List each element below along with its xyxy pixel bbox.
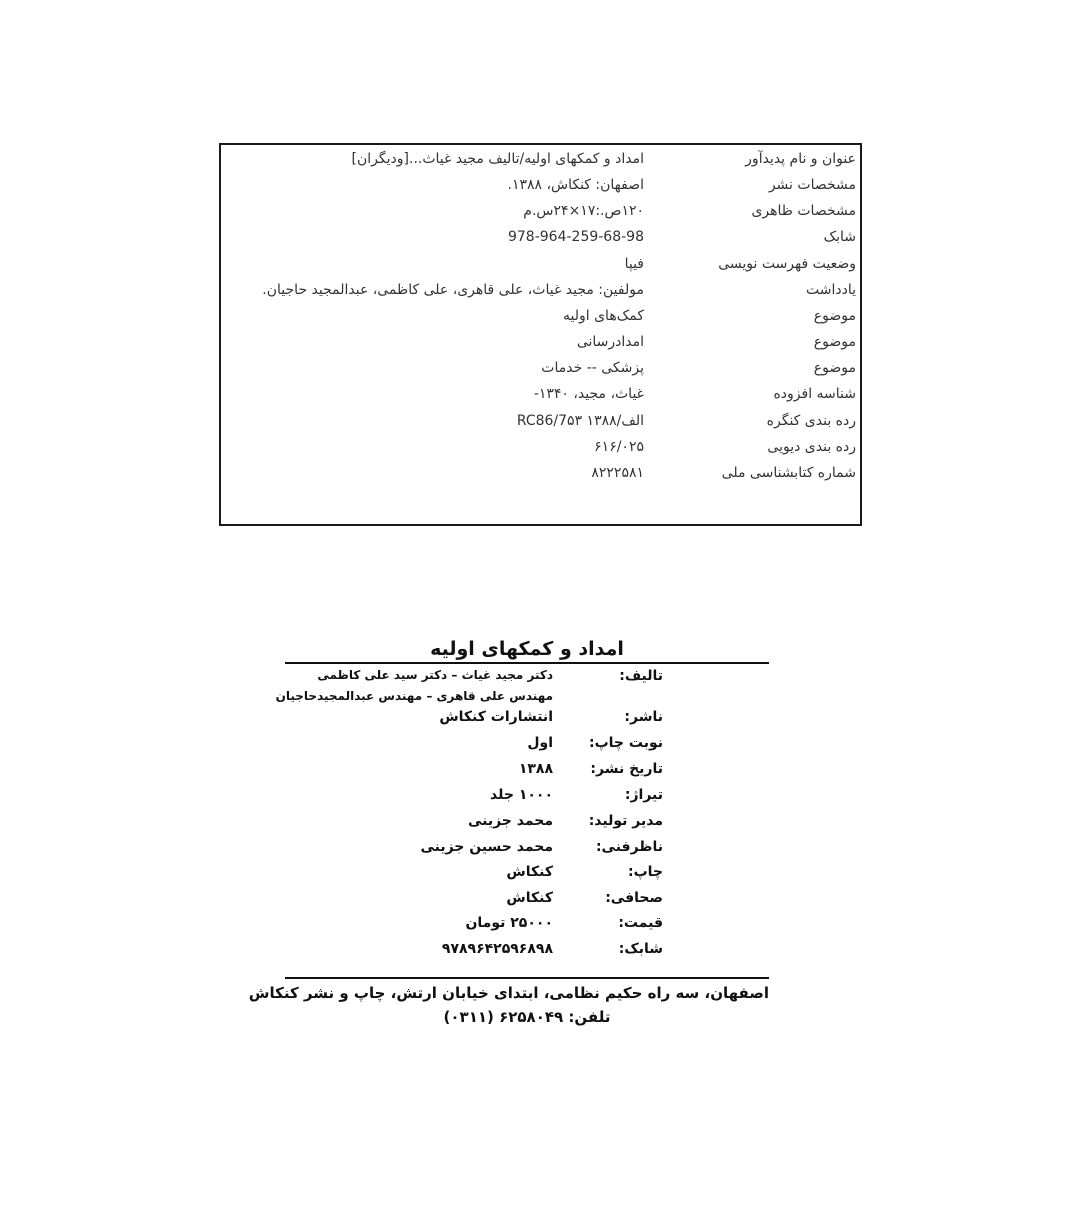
imprint-value: ۲۵۰۰۰ تومان <box>465 915 553 931</box>
cip-label: رده بندی کنگره <box>766 413 856 429</box>
cip-value: امدادرسانی <box>576 334 644 350</box>
imprint-row <box>285 864 769 890</box>
cip-row <box>221 303 860 329</box>
book-title: امداد و کمکهای اولیه <box>430 638 624 660</box>
cip-label: شابک <box>823 229 856 245</box>
imprint-row <box>285 787 769 813</box>
cip-row <box>221 277 860 303</box>
cip-value: ۸۲۲۲۵۸۱ <box>591 465 644 481</box>
imprint-label: تالیف: <box>619 668 663 684</box>
cip-label: موضوع <box>813 360 856 376</box>
imprint-label: ناشر: <box>624 709 663 725</box>
imprint-value: محمد جزینی <box>467 813 553 829</box>
bottom-divider <box>285 977 769 979</box>
imprint-value: کنکاش <box>506 890 553 906</box>
imprint-row <box>285 915 769 941</box>
cip-value: کمک‌های اولیه <box>563 308 644 324</box>
imprint-value: مهندس علی قاهری – مهندس عبدالمجیدحاجیان <box>275 689 553 703</box>
imprint-row <box>285 761 769 787</box>
cip-label: مشخصات ظاهری <box>751 203 856 219</box>
imprint-label: شابک: <box>618 941 663 957</box>
cip-label: شماره کتابشناسی ملی <box>721 465 856 481</box>
imprint-value: دکتر مجید غیاث – دکتر سید علی کاظمی <box>317 668 553 682</box>
imprint-label: تاریخ نشر: <box>590 761 663 777</box>
cip-row <box>221 146 860 172</box>
cip-row <box>221 251 860 277</box>
cip-row <box>221 224 860 250</box>
cip-row <box>221 172 860 198</box>
cip-label: وضعیت فهرست نویسی <box>718 256 856 272</box>
imprint-value: ۱۳۸۸ <box>518 761 553 777</box>
cip-row <box>221 198 860 224</box>
cip-box <box>219 143 862 526</box>
cip-label: مشخصات نشر <box>768 177 856 193</box>
cip-value: ۶۱۶/۰۲۵ <box>594 439 644 455</box>
imprint-label: چاپ: <box>627 864 663 880</box>
cip-label: موضوع <box>813 334 856 350</box>
imprint-label: مدیر تولید: <box>588 813 663 829</box>
cip-value: 978-964-259-68-98 <box>507 229 644 245</box>
cip-row <box>221 381 860 407</box>
cip-row <box>221 355 860 381</box>
imprint-label: قیمت: <box>618 915 663 931</box>
cip-value: فیپا <box>624 256 644 272</box>
cip-value: غیاث، مجید، ۱۳۴۰- <box>533 386 644 402</box>
cip-value: مولفین: مجید غیاث، علی قاهری، علی کاظمی، عبدالمجید حاجیان. <box>262 282 644 298</box>
imprint-label: نوبت چاپ: <box>589 735 663 751</box>
cip-value: امداد و کمکهای اولیه/تالیف مجید غیاث...[ودیگران] <box>351 151 644 167</box>
imprint-row <box>285 890 769 916</box>
cip-value: الف/RC86/7۵۳ ۱۳۸۸ <box>516 413 644 429</box>
publisher-phone: تلفن: ۶۲۵۸۰۴۹ (۰۳۱۱) <box>443 1008 611 1026</box>
imprint-row <box>285 709 769 735</box>
imprint-row <box>285 941 769 967</box>
imprint-value: اول <box>527 735 553 751</box>
imprint-row <box>285 735 769 761</box>
imprint-value: ۹۷۸۹۶۴۲۵۹۶۸۹۸ <box>441 941 553 957</box>
imprint-value: انتشارات کنکاش <box>439 709 553 725</box>
cip-label: رده بندی دیویی <box>767 439 856 455</box>
imprint-label: صحافی: <box>605 890 663 906</box>
publisher-address: اصفهان، سه راه حکیم نظامی، ابتدای خیابان ارتش، چاپ و نشر کنکاش <box>248 984 769 1002</box>
top-divider <box>285 662 769 664</box>
imprint-row <box>285 839 769 865</box>
cip-row <box>221 460 860 486</box>
imprint-row <box>285 813 769 839</box>
cip-row <box>221 434 860 460</box>
imprint-label: ناظرفنی: <box>595 839 663 855</box>
cip-row <box>221 408 860 434</box>
cip-value: پزشکی -- خدمات <box>541 360 644 376</box>
imprint-value: محمد حسین جزینی <box>420 839 553 855</box>
imprint-label: تیراژ: <box>624 787 663 803</box>
cip-row <box>221 329 860 355</box>
cip-label: موضوع <box>813 308 856 324</box>
cip-label: یادداشت <box>806 282 856 298</box>
imprint-value: ۱۰۰۰ جلد <box>490 787 553 803</box>
cip-label: شناسه افزوده <box>773 386 856 402</box>
cip-value: ۱۲۰ص.:۱۷×۲۴س.م <box>523 203 644 219</box>
imprint-value: کنکاش <box>506 864 553 880</box>
cip-value: اصفهان: کنکاش، ۱۳۸۸. <box>507 177 644 193</box>
cip-label: عنوان و نام پدیدآور <box>745 151 856 167</box>
